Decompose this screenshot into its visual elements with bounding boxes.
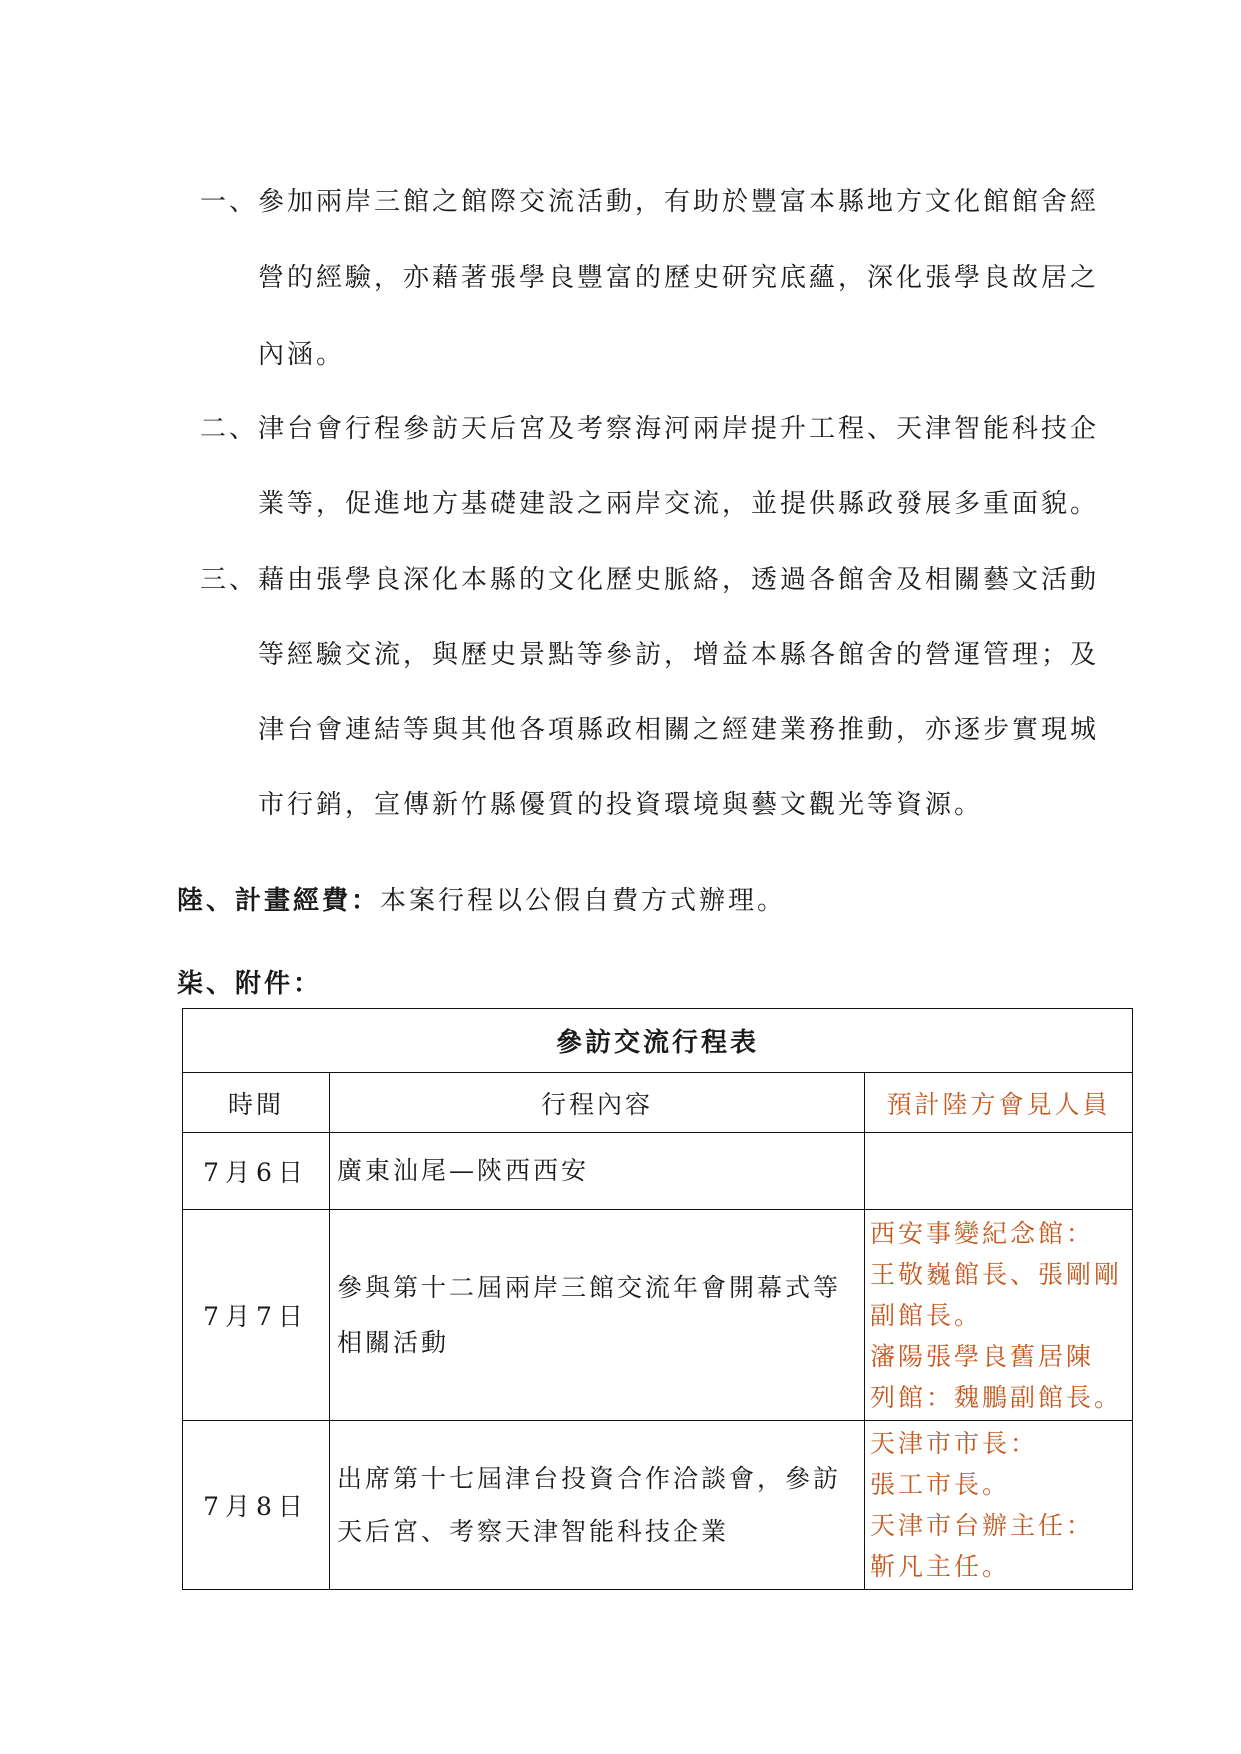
table-header-row: [183, 1073, 1133, 1133]
row-2-officials-line-1: 西安事變紀念館：: [870, 1218, 1095, 1248]
section-1-line-2: 營的經驗，亦藉著張學良豐富的歷史研究底蘊，深化張學良故居之: [258, 263, 1100, 293]
header-officials: 預計陸方會見人員: [865, 1073, 1133, 1133]
row-3-content-line-1: 出席第十七屆津台投資合作洽談會，參訪: [337, 1464, 842, 1493]
table-title: 參訪交流行程表: [183, 1009, 1133, 1073]
schedule-table: [182, 1008, 1133, 1590]
header-time: 時間: [183, 1073, 330, 1133]
section-1-line-1: [200, 187, 1099, 217]
row-2-content: [330, 1210, 865, 1421]
section-3-line-2: 等經驗交流，與歷史景點等參訪，增益本縣各館舍的營運管理；及: [258, 640, 1100, 670]
row-3-officials-line-3: 天津市台辦主任：: [870, 1511, 1095, 1540]
row-2-content-line-2: 相關活動: [337, 1328, 450, 1357]
table-row: [183, 1133, 1133, 1210]
row-1-content: [330, 1133, 865, 1210]
header-content: 行程內容: [330, 1073, 865, 1133]
row-3-date: 7月8日: [183, 1421, 330, 1590]
row-3-officials-line-4: 靳凡主任。: [870, 1552, 1011, 1581]
section-2-line-1: [200, 414, 1099, 444]
section-3-text: 藉由張學良深化本縣的文化歷史脈絡，透過各館舍及相關藝文活動: [258, 565, 1100, 595]
row-2-officials-line-3: 副館長。: [870, 1300, 983, 1330]
attachment-heading: 柒、附件：: [177, 969, 323, 999]
row-3-content: [330, 1421, 865, 1590]
budget-text: 本案行程以公假自費方式辦理。: [380, 886, 787, 916]
table-row: [183, 1210, 1133, 1421]
section-1-number: 一、: [200, 187, 259, 217]
row-2-officials-line-2: 王敬巍館長、張剛剛: [870, 1259, 1123, 1289]
row-3-content-line-2: 天后宮、考察天津智能科技企業: [337, 1517, 730, 1546]
table-row: [183, 1421, 1133, 1590]
row-1-date: 7月6日: [183, 1133, 330, 1210]
row-2-officials-line-5: 列館：魏鵬副館長。: [870, 1382, 1123, 1412]
section-2-line-2: 業等，促進地方基礎建設之兩岸交流，並提供縣政發展多重面貌。: [258, 489, 1100, 519]
section-1-text: 參加兩岸三館之館際交流活動，有助於豐富本縣地方文化館館舍經: [258, 187, 1100, 217]
section-3-line-3: 津台會連結等與其他各項縣政相關之經建業務推動，亦逐步實現城: [258, 715, 1100, 745]
row-2-officials-line-4: 瀋陽張學良舊居陳: [870, 1341, 1095, 1371]
row-3-officials-line-2: 張工市長。: [870, 1470, 1011, 1499]
section-3-line-1: [200, 565, 1099, 595]
section-2-text: 津台會行程參訪天后宮及考察海河兩岸提升工程、天津智能科技企: [258, 414, 1100, 444]
row-3-officials: [865, 1421, 1133, 1590]
row-1-officials: [865, 1133, 1133, 1210]
section-2-number: 二、: [200, 414, 259, 444]
row-2-content-line-1: 參與第十二屆兩岸三館交流年會開幕式等: [337, 1273, 842, 1302]
table-title-row: [183, 1009, 1133, 1073]
row-1-content-line-1: 廣東汕尾—陝西西安: [337, 1156, 590, 1185]
section-1-line-3: 內涵。: [258, 340, 346, 370]
section-3-line-4: 市行銷，宣傳新竹縣優質的投資環境與藝文觀光等資源。: [258, 790, 984, 820]
budget-label: 陸、計畫經費：: [177, 886, 381, 916]
section-3-number: 三、: [200, 565, 259, 595]
row-2-date: 7月7日: [183, 1210, 330, 1421]
budget-paragraph: [177, 886, 786, 916]
row-3-officials-line-1: 天津市市長：: [870, 1429, 1039, 1458]
row-2-officials: [865, 1210, 1133, 1421]
